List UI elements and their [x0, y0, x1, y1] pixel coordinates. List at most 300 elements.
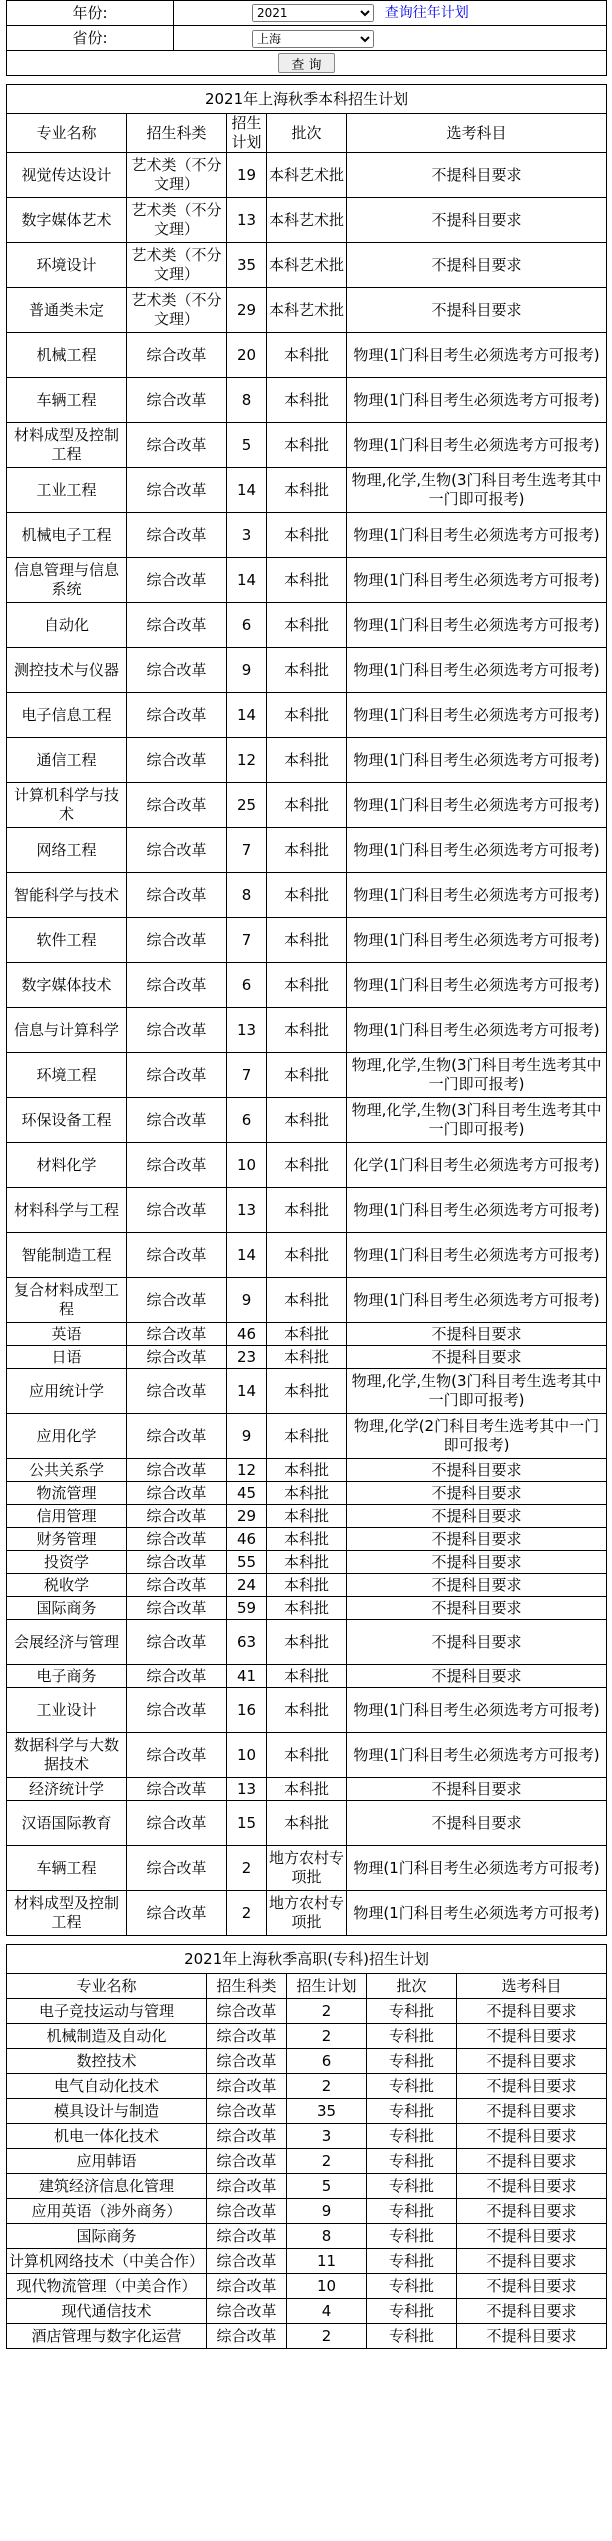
batch-cell: 专科批 — [367, 2149, 457, 2174]
subject-requirement-cell: 不提科目要求 — [457, 2199, 607, 2224]
subject-requirement-cell: 物理(1门科目考生必须选考方可报考) — [347, 828, 607, 873]
category-cell: 综合改革 — [127, 873, 227, 918]
subject-requirement-cell: 物理(1门科目考生必须选考方可报考) — [347, 513, 607, 558]
vocational-plan-table — [6, 1944, 607, 2349]
quota-cell: 7 — [227, 828, 267, 873]
category-cell: 综合改革 — [127, 1346, 227, 1369]
batch-cell: 地方农村专项批 — [267, 1846, 347, 1891]
batch-cell: 专科批 — [367, 2299, 457, 2324]
batch-cell: 专科批 — [367, 2099, 457, 2124]
major-name-cell: 经济统计学 — [7, 1778, 127, 1801]
quota-cell: 2 — [287, 1999, 367, 2024]
batch-cell: 专科批 — [367, 2224, 457, 2249]
category-cell: 综合改革 — [127, 513, 227, 558]
batch-cell: 本科批 — [267, 1323, 347, 1346]
table-row — [7, 1482, 607, 1505]
table-row — [7, 1597, 607, 1620]
batch-cell: 本科批 — [267, 1733, 347, 1778]
category-cell: 综合改革 — [127, 1574, 227, 1597]
table-row — [7, 2124, 607, 2149]
table-row — [7, 513, 607, 558]
batch-cell: 本科批 — [267, 423, 347, 468]
quota-cell: 2 — [227, 1891, 267, 1936]
table-row — [7, 153, 607, 198]
batch-cell: 专科批 — [367, 2124, 457, 2149]
quota-cell: 14 — [227, 693, 267, 738]
quota-cell: 14 — [227, 1369, 267, 1414]
table-row — [7, 2049, 607, 2074]
category-cell: 综合改革 — [127, 468, 227, 513]
table-row — [7, 2024, 607, 2049]
query-button[interactable]: 查 询 — [278, 53, 334, 73]
batch-cell: 专科批 — [367, 2049, 457, 2074]
category-cell: 综合改革 — [127, 738, 227, 783]
quota-cell: 2 — [287, 2149, 367, 2174]
column-header: 招生计划 — [287, 1974, 367, 1999]
major-name-cell: 信息管理与信息系统 — [7, 558, 127, 603]
major-name-cell: 会展经济与管理 — [7, 1620, 127, 1665]
column-header: 招生计划 — [227, 114, 267, 153]
subject-requirement-cell: 不提科目要求 — [347, 1574, 607, 1597]
quota-cell: 6 — [227, 963, 267, 1008]
table-row — [7, 918, 607, 963]
table-row — [7, 1846, 607, 1891]
batch-cell: 本科批 — [267, 333, 347, 378]
major-name-cell: 网络工程 — [7, 828, 127, 873]
table-row — [7, 1665, 607, 1688]
major-name-cell: 信用管理 — [7, 1505, 127, 1528]
major-name-cell: 自动化 — [7, 603, 127, 648]
batch-cell: 本科批 — [267, 1482, 347, 1505]
quota-cell: 8 — [227, 378, 267, 423]
subject-requirement-cell: 物理,化学,生物(3门科目考生选考其中一门即可报考) — [347, 1098, 607, 1143]
major-name-cell: 环境设计 — [7, 243, 127, 288]
quota-cell: 12 — [227, 1459, 267, 1482]
subject-requirement-cell: 不提科目要求 — [347, 1597, 607, 1620]
major-name-cell: 智能制造工程 — [7, 1233, 127, 1278]
major-name-cell: 英语 — [7, 1323, 127, 1346]
category-cell: 综合改革 — [127, 1597, 227, 1620]
major-name-cell: 税收学 — [7, 1574, 127, 1597]
batch-cell: 本科批 — [267, 1459, 347, 1482]
table-row — [7, 2174, 607, 2199]
major-name-cell: 建筑经济信息化管理 — [7, 2174, 207, 2199]
category-cell: 综合改革 — [127, 1459, 227, 1482]
quota-cell: 55 — [227, 1551, 267, 1574]
batch-cell: 专科批 — [367, 1999, 457, 2024]
category-cell: 综合改革 — [127, 828, 227, 873]
quota-cell: 10 — [287, 2274, 367, 2299]
subject-requirement-cell: 不提科目要求 — [457, 2149, 607, 2174]
quota-cell: 9 — [227, 1278, 267, 1323]
table-row — [7, 738, 607, 783]
quota-cell: 2 — [287, 2024, 367, 2049]
category-cell: 综合改革 — [127, 1551, 227, 1574]
category-cell: 综合改革 — [127, 1846, 227, 1891]
subject-requirement-cell: 不提科目要求 — [457, 2049, 607, 2074]
category-cell: 综合改革 — [127, 1620, 227, 1665]
category-cell: 综合改革 — [207, 2249, 287, 2274]
column-header: 专业名称 — [7, 1974, 207, 1999]
subject-requirement-cell: 不提科目要求 — [347, 198, 607, 243]
batch-cell: 本科批 — [267, 558, 347, 603]
subject-requirement-cell: 不提科目要求 — [457, 2324, 607, 2349]
column-header: 专业名称 — [7, 114, 127, 153]
subject-requirement-cell: 不提科目要求 — [457, 2074, 607, 2099]
table-row — [7, 198, 607, 243]
batch-cell: 专科批 — [367, 2074, 457, 2099]
quota-cell: 11 — [287, 2249, 367, 2274]
batch-cell: 本科批 — [267, 1551, 347, 1574]
category-cell: 艺术类（不分文理） — [127, 288, 227, 333]
subject-requirement-cell: 物理(1门科目考生必须选考方可报考) — [347, 873, 607, 918]
subject-requirement-cell: 物理(1门科目考生必须选考方可报考) — [347, 1733, 607, 1778]
major-name-cell: 国际商务 — [7, 1597, 127, 1620]
major-name-cell: 智能科学与技术 — [7, 873, 127, 918]
batch-cell: 本科批 — [267, 1801, 347, 1846]
major-name-cell: 材料化学 — [7, 1143, 127, 1188]
quota-cell: 15 — [227, 1801, 267, 1846]
category-cell: 综合改革 — [127, 918, 227, 963]
major-name-cell: 测控技术与仪器 — [7, 648, 127, 693]
quota-cell: 2 — [287, 2324, 367, 2349]
batch-cell: 本科批 — [267, 873, 347, 918]
major-name-cell: 工业设计 — [7, 1688, 127, 1733]
quota-cell: 46 — [227, 1528, 267, 1551]
table-row — [7, 2274, 607, 2299]
batch-cell: 本科批 — [267, 1143, 347, 1188]
major-name-cell: 数控技术 — [7, 2049, 207, 2074]
batch-cell: 专科批 — [367, 2024, 457, 2049]
subject-requirement-cell: 不提科目要求 — [457, 2124, 607, 2149]
quota-cell: 45 — [227, 1482, 267, 1505]
batch-cell: 本科艺术批 — [267, 198, 347, 243]
quota-cell: 8 — [227, 873, 267, 918]
category-cell: 综合改革 — [127, 558, 227, 603]
batch-cell: 本科批 — [267, 1665, 347, 1688]
category-cell: 综合改革 — [127, 1278, 227, 1323]
batch-cell: 本科艺术批 — [267, 288, 347, 333]
quota-cell: 29 — [227, 1505, 267, 1528]
major-name-cell: 环保设备工程 — [7, 1098, 127, 1143]
batch-cell: 本科批 — [267, 1597, 347, 1620]
category-cell: 综合改革 — [207, 2324, 287, 2349]
subject-requirement-cell: 物理(1门科目考生必须选考方可报考) — [347, 963, 607, 1008]
column-header: 选考科目 — [457, 1974, 607, 1999]
quota-cell: 13 — [227, 1778, 267, 1801]
batch-cell: 本科批 — [267, 783, 347, 828]
category-cell: 综合改革 — [207, 2299, 287, 2324]
quota-cell: 16 — [227, 1688, 267, 1733]
subject-requirement-cell: 物理(1门科目考生必须选考方可报考) — [347, 1846, 607, 1891]
subject-requirement-cell: 不提科目要求 — [347, 1620, 607, 1665]
major-name-cell: 视觉传达设计 — [7, 153, 127, 198]
subject-requirement-cell: 化学(1门科目考生必须选考方可报考) — [347, 1143, 607, 1188]
major-name-cell: 机械电子工程 — [7, 513, 127, 558]
table-row — [7, 1369, 607, 1414]
subject-requirement-cell: 物理,化学,生物(3门科目考生选考其中一门即可报考) — [347, 468, 607, 513]
batch-cell: 本科批 — [267, 1778, 347, 1801]
quota-cell: 12 — [227, 738, 267, 783]
subject-requirement-cell: 物理(1门科目考生必须选考方可报考) — [347, 1891, 607, 1936]
batch-cell: 本科批 — [267, 1053, 347, 1098]
batch-cell: 本科批 — [267, 1233, 347, 1278]
table-row — [7, 423, 607, 468]
subject-requirement-cell: 物理,化学,生物(3门科目考生选考其中一门即可报考) — [347, 1053, 607, 1098]
subject-requirement-cell: 不提科目要求 — [347, 1459, 607, 1482]
table-row — [7, 2074, 607, 2099]
table-row — [7, 288, 607, 333]
major-name-cell: 数字媒体艺术 — [7, 198, 127, 243]
batch-cell: 专科批 — [367, 2324, 457, 2349]
major-name-cell: 电子信息工程 — [7, 693, 127, 738]
major-name-cell: 车辆工程 — [7, 1846, 127, 1891]
quota-cell: 2 — [287, 2074, 367, 2099]
subject-requirement-cell: 物理(1门科目考生必须选考方可报考) — [347, 1188, 607, 1233]
quota-cell: 24 — [227, 1574, 267, 1597]
batch-cell: 地方农村专项批 — [267, 1891, 347, 1936]
table-row — [7, 2324, 607, 2349]
table-row — [7, 783, 607, 828]
subject-requirement-cell: 不提科目要求 — [457, 2099, 607, 2124]
batch-cell: 本科批 — [267, 1620, 347, 1665]
category-cell: 艺术类（不分文理） — [127, 198, 227, 243]
subject-requirement-cell: 物理(1门科目考生必须选考方可报考) — [347, 603, 607, 648]
major-name-cell: 国际商务 — [7, 2224, 207, 2249]
batch-cell: 本科批 — [267, 603, 347, 648]
table-row — [7, 558, 607, 603]
province-select[interactable] — [252, 30, 374, 48]
subject-requirement-cell: 不提科目要求 — [347, 288, 607, 333]
province-label: 省份: — [7, 26, 174, 51]
column-header: 选考科目 — [347, 114, 607, 153]
subject-requirement-cell: 物理,化学(2门科目考生选考其中一门即可报考) — [347, 1414, 607, 1459]
batch-cell: 专科批 — [367, 2249, 457, 2274]
quota-cell: 35 — [227, 243, 267, 288]
subject-requirement-cell: 不提科目要求 — [457, 2224, 607, 2249]
subject-requirement-cell: 物理(1门科目考生必须选考方可报考) — [347, 648, 607, 693]
table-row — [7, 2249, 607, 2274]
plan-title: 2021年上海秋季高职(专科)招生计划 — [7, 1945, 607, 1974]
subject-requirement-cell: 物理(1门科目考生必须选考方可报考) — [347, 738, 607, 783]
column-header: 招生科类 — [127, 114, 227, 153]
quota-cell: 9 — [227, 1414, 267, 1459]
major-name-cell: 应用英语（涉外商务） — [7, 2199, 207, 2224]
subject-requirement-cell: 物理,化学,生物(3门科目考生选考其中一门即可报考) — [347, 1369, 607, 1414]
subject-requirement-cell: 不提科目要求 — [457, 2299, 607, 2324]
category-cell: 综合改革 — [207, 2024, 287, 2049]
batch-cell: 本科批 — [267, 693, 347, 738]
table-row — [7, 603, 607, 648]
subject-requirement-cell: 不提科目要求 — [347, 1528, 607, 1551]
category-cell: 艺术类（不分文理） — [127, 243, 227, 288]
table-row — [7, 1346, 607, 1369]
category-cell: 综合改革 — [127, 1369, 227, 1414]
category-cell: 综合改革 — [207, 2049, 287, 2074]
quota-cell: 46 — [227, 1323, 267, 1346]
table-row — [7, 2299, 607, 2324]
table-row — [7, 1551, 607, 1574]
subject-requirement-cell: 不提科目要求 — [457, 1999, 607, 2024]
category-cell: 综合改革 — [127, 1143, 227, 1188]
major-name-cell: 电气自动化技术 — [7, 2074, 207, 2099]
major-name-cell: 酒店管理与数字化运营 — [7, 2324, 207, 2349]
quota-cell: 3 — [227, 513, 267, 558]
quota-cell: 10 — [227, 1143, 267, 1188]
plan-title: 2021年上海秋季本科招生计划 — [7, 85, 607, 114]
major-name-cell: 公共关系学 — [7, 1459, 127, 1482]
quota-cell: 3 — [287, 2124, 367, 2149]
batch-cell: 本科批 — [267, 1098, 347, 1143]
category-cell: 综合改革 — [127, 783, 227, 828]
table-row — [7, 1801, 607, 1846]
quota-cell: 5 — [287, 2174, 367, 2199]
subject-requirement-cell: 物理(1门科目考生必须选考方可报考) — [347, 1688, 607, 1733]
category-cell: 综合改革 — [127, 378, 227, 423]
table-row — [7, 1620, 607, 1665]
quota-cell: 41 — [227, 1665, 267, 1688]
category-cell: 综合改革 — [207, 2199, 287, 2224]
category-cell: 综合改革 — [207, 2224, 287, 2249]
quota-cell: 6 — [287, 2049, 367, 2074]
major-name-cell: 计算机网络技术（中美合作） — [7, 2249, 207, 2274]
subject-requirement-cell: 物理(1门科目考生必须选考方可报考) — [347, 1233, 607, 1278]
category-cell: 综合改革 — [207, 1999, 287, 2024]
table-row — [7, 2149, 607, 2174]
quota-cell: 13 — [227, 1188, 267, 1233]
quota-cell: 8 — [287, 2224, 367, 2249]
batch-cell: 本科批 — [267, 648, 347, 693]
history-plans-link[interactable]: 查询往年计划 — [384, 5, 469, 21]
quota-cell: 29 — [227, 288, 267, 333]
major-name-cell: 电子竞技运动与管理 — [7, 1999, 207, 2024]
table-row — [7, 1999, 607, 2024]
quota-cell: 7 — [227, 918, 267, 963]
quota-cell: 19 — [227, 153, 267, 198]
selector-table — [6, 0, 607, 76]
quota-cell: 10 — [227, 1733, 267, 1778]
year-select[interactable] — [252, 4, 374, 22]
category-cell: 综合改革 — [127, 1528, 227, 1551]
quota-cell: 5 — [227, 423, 267, 468]
subject-requirement-cell: 不提科目要求 — [347, 1665, 607, 1688]
batch-cell: 本科批 — [267, 1688, 347, 1733]
subject-requirement-cell: 物理(1门科目考生必须选考方可报考) — [347, 1278, 607, 1323]
table-row — [7, 963, 607, 1008]
major-name-cell: 机电一体化技术 — [7, 2124, 207, 2149]
quota-cell: 25 — [227, 783, 267, 828]
batch-cell: 本科批 — [267, 828, 347, 873]
table-row — [7, 693, 607, 738]
major-name-cell: 环境工程 — [7, 1053, 127, 1098]
quota-cell: 23 — [227, 1346, 267, 1369]
major-name-cell: 材料成型及控制工程 — [7, 1891, 127, 1936]
table-row — [7, 1188, 607, 1233]
batch-cell: 本科批 — [267, 1278, 347, 1323]
table-row — [7, 2199, 607, 2224]
major-name-cell: 普通类未定 — [7, 288, 127, 333]
category-cell: 艺术类（不分文理） — [127, 153, 227, 198]
category-cell: 综合改革 — [127, 1688, 227, 1733]
category-cell: 综合改革 — [127, 333, 227, 378]
subject-requirement-cell: 物理(1门科目考生必须选考方可报考) — [347, 378, 607, 423]
major-name-cell: 材料科学与工程 — [7, 1188, 127, 1233]
major-name-cell: 应用统计学 — [7, 1369, 127, 1414]
table-row — [7, 1459, 607, 1482]
subject-requirement-cell: 物理(1门科目考生必须选考方可报考) — [347, 783, 607, 828]
category-cell: 综合改革 — [127, 1008, 227, 1053]
subject-requirement-cell: 不提科目要求 — [457, 2274, 607, 2299]
major-name-cell: 财务管理 — [7, 1528, 127, 1551]
category-cell: 综合改革 — [127, 1323, 227, 1346]
table-row — [7, 1143, 607, 1188]
category-cell: 综合改革 — [207, 2149, 287, 2174]
batch-cell: 本科批 — [267, 1574, 347, 1597]
table-row — [7, 828, 607, 873]
subject-requirement-cell: 不提科目要求 — [347, 243, 607, 288]
subject-requirement-cell: 物理(1门科目考生必须选考方可报考) — [347, 333, 607, 378]
major-name-cell: 日语 — [7, 1346, 127, 1369]
quota-cell: 4 — [287, 2299, 367, 2324]
subject-requirement-cell: 不提科目要求 — [457, 2024, 607, 2049]
table-row — [7, 1733, 607, 1778]
subject-requirement-cell: 不提科目要求 — [347, 153, 607, 198]
major-name-cell: 通信工程 — [7, 738, 127, 783]
major-name-cell: 软件工程 — [7, 918, 127, 963]
quota-cell: 14 — [227, 558, 267, 603]
table-row — [7, 468, 607, 513]
batch-cell: 本科批 — [267, 513, 347, 558]
category-cell: 综合改革 — [127, 1233, 227, 1278]
category-cell: 综合改革 — [127, 648, 227, 693]
category-cell: 综合改革 — [207, 2074, 287, 2099]
column-header: 招生科类 — [207, 1974, 287, 1999]
major-name-cell: 电子商务 — [7, 1665, 127, 1688]
undergraduate-plan-table — [6, 84, 607, 1936]
quota-cell: 13 — [227, 1008, 267, 1053]
quota-cell: 9 — [227, 648, 267, 693]
major-name-cell: 信息与计算科学 — [7, 1008, 127, 1053]
quota-cell: 59 — [227, 1597, 267, 1620]
major-name-cell: 应用韩语 — [7, 2149, 207, 2174]
category-cell: 综合改革 — [127, 1733, 227, 1778]
quota-cell: 35 — [287, 2099, 367, 2124]
batch-cell: 专科批 — [367, 2199, 457, 2224]
subject-requirement-cell: 不提科目要求 — [347, 1551, 607, 1574]
quota-cell: 14 — [227, 468, 267, 513]
batch-cell: 专科批 — [367, 2174, 457, 2199]
subject-requirement-cell: 物理(1门科目考生必须选考方可报考) — [347, 693, 607, 738]
category-cell: 综合改革 — [127, 423, 227, 468]
batch-cell: 本科批 — [267, 1528, 347, 1551]
batch-cell: 本科批 — [267, 1188, 347, 1233]
column-header: 批次 — [267, 114, 347, 153]
batch-cell: 本科批 — [267, 918, 347, 963]
quota-cell: 14 — [227, 1233, 267, 1278]
batch-cell: 本科批 — [267, 1346, 347, 1369]
table-row — [7, 1053, 607, 1098]
category-cell: 综合改革 — [127, 1188, 227, 1233]
table-row — [7, 1778, 607, 1801]
major-name-cell: 模具设计与制造 — [7, 2099, 207, 2124]
subject-requirement-cell: 不提科目要求 — [457, 2249, 607, 2274]
table-row — [7, 243, 607, 288]
table-row — [7, 1891, 607, 1936]
table-row — [7, 1688, 607, 1733]
category-cell: 综合改革 — [207, 2124, 287, 2149]
major-name-cell: 机械制造及自动化 — [7, 2024, 207, 2049]
table-row — [7, 2099, 607, 2124]
